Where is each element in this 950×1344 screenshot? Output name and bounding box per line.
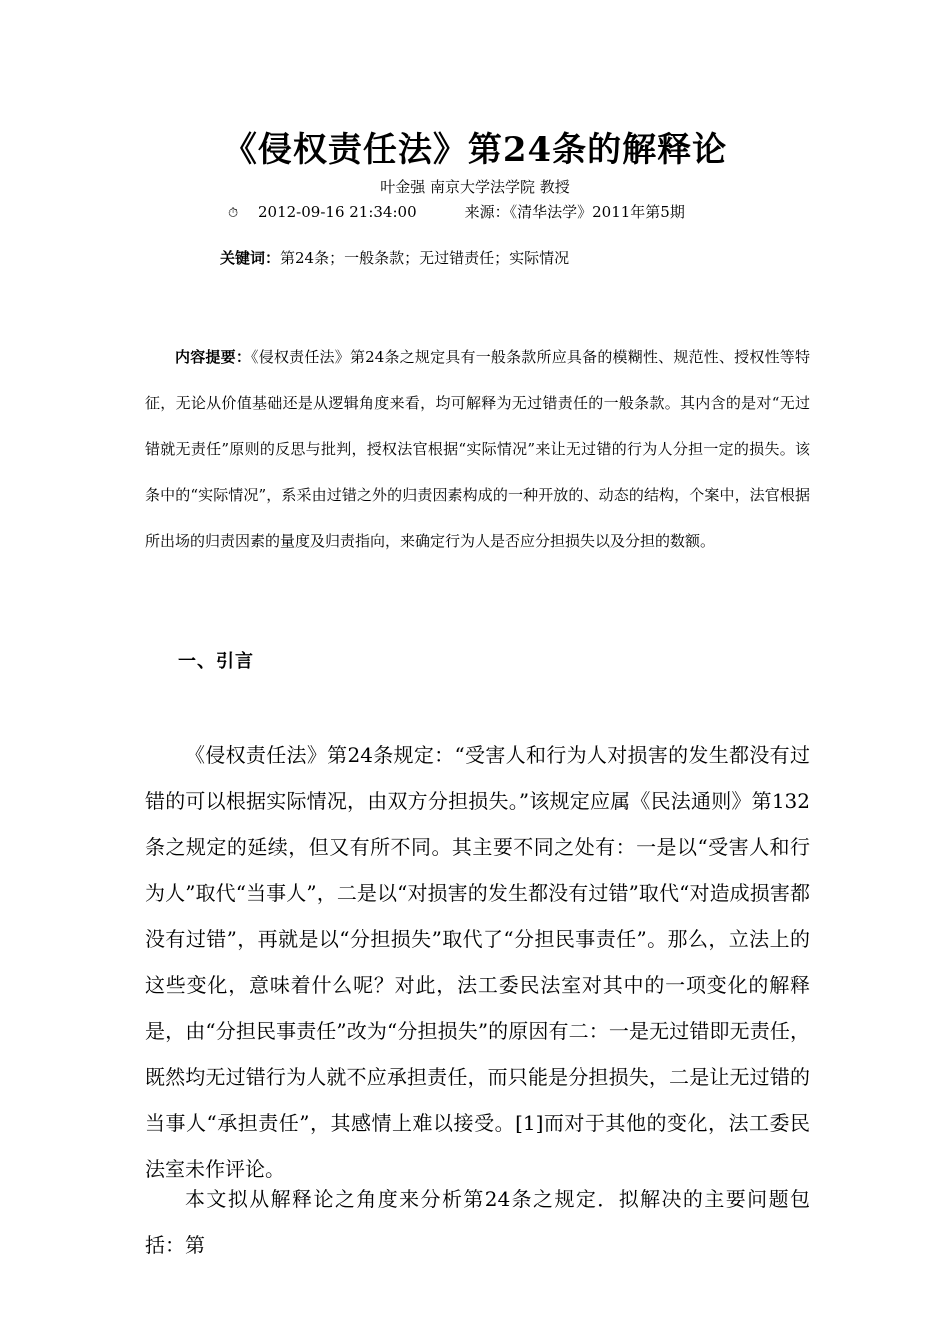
abstract-paragraph [145, 334, 810, 564]
body-paragraph: 《侵权责任法》第24条规定：“受害人和行为人对损害的发生都没有过错的可以根据实际情况，由双方分担损失。”该规定应属《民法通则》第132条之规定的延续，但又有所不同。其主要不同之处有：一是以“受害人和行为人”取代“当事人”，二是以“对损害的发生都没有过错”取代“对造成损害都没有过错”，再就是以“分担损失”取代了“分担民事责任”。那么，立法上的这些变化，意味着什么呢？对此，法工委民法室对其中的一项变化的解释是，由“分担民事责任”改为“分担损失”的原因有二：一是无过错即无责任，既然均无过错行为人就不应承担责任，而只能是分担损失，二是让无过错的当事人“承担责任”，其感情上难以接受。[1]而对于其他的变化，法工委民法室未作评论。 [145, 743, 810, 1181]
clock-icon: ⏱ [228, 206, 239, 221]
article-title: 《侵权责任法》第24条的解释论 [222, 130, 728, 170]
article-author: 叶金强 南京大学法学院 教授 [380, 178, 570, 196]
publish-date: 2012-09-16 21:34:00 [258, 203, 417, 221]
article-meta [228, 201, 685, 225]
body-paragraph: 本文拟从解释论之角度来分析第24条之规定．拟解决的主要问题包括：第 [145, 1187, 810, 1257]
abstract-label: 内容提要： [175, 348, 252, 366]
abstract-text: 《侵权责任法》第24条之规定具有一般条款所应具备的模糊性、规范性、授权性等特征，无论从价值基础还是从逻辑角度来看，均可解释为无过错责任的一般条款。其内含的是对“无过错就无责任”原则的反思与批判，授权法官根据“实际情况”来让无过错的行为人分担一定的损失。该条中的“实际情况”，系采由过错之外的归责因素构成的一种开放的、动态的结构，个案中，法官根据所出场的归责因素的量度及归责指向，来确定行为人是否应分担损失以及分担的数额。 [145, 348, 810, 550]
article-source: 来源：《清华法学》2011年第5期 [464, 203, 685, 221]
keywords-line [220, 247, 569, 269]
keywords-text: 第24条；一般条款；无过错责任；实际情况 [280, 249, 570, 267]
section-heading: 一、引言 [178, 651, 254, 672]
keywords-label: 关键词： [220, 249, 281, 267]
